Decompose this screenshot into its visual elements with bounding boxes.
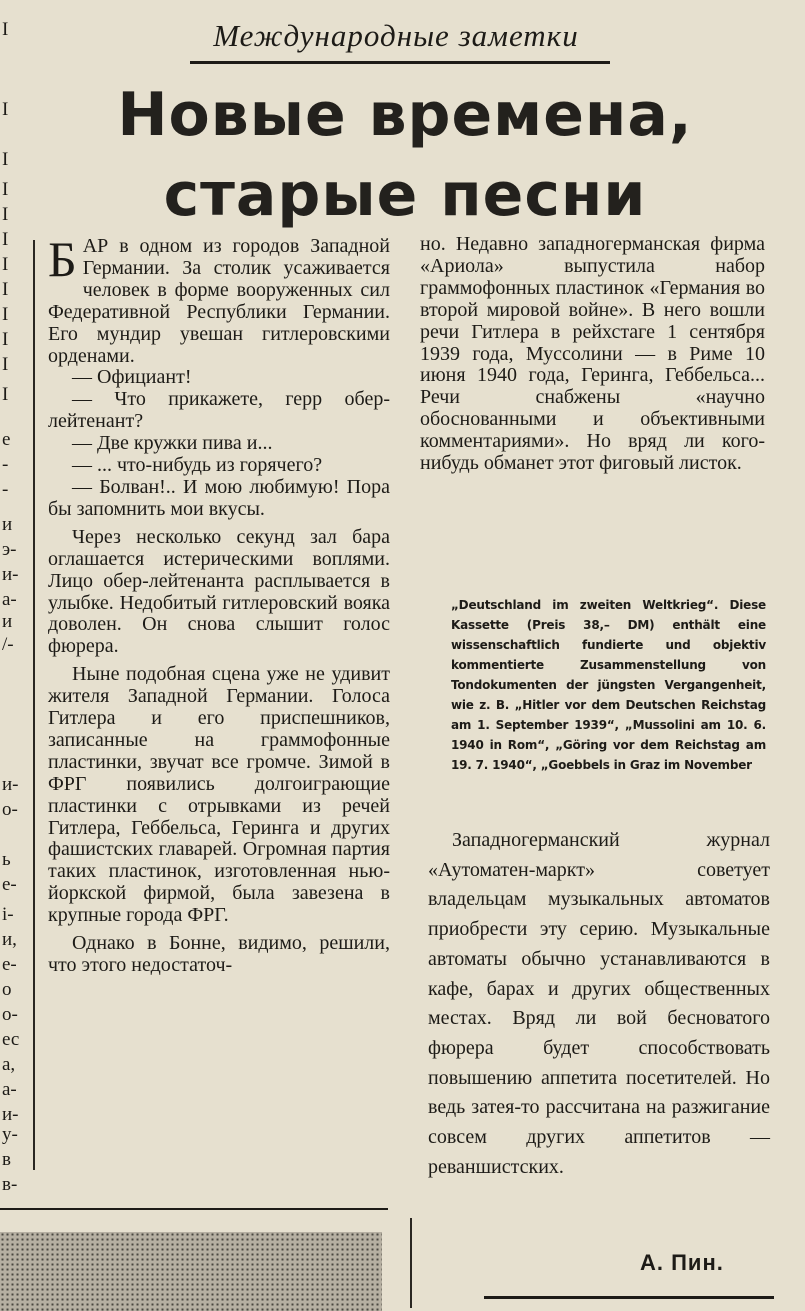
article-column-1 [48,231,390,977]
fragment: I [2,204,9,225]
paragraph: Через несколько секунд зал бара оглашается истерическими воплями. Лицо обер-лейтенанта расплывается в улыбке. Недобитый гитлеровский вояка доволен. Он снова слышит голос фюрера. [48,525,390,658]
halftone-image-fragment [0,1232,382,1311]
fragment: о- [2,1004,18,1025]
article-column-3 [428,826,770,1182]
drop-cap: Б [48,231,77,287]
article-column-2 [420,234,765,475]
paragraph: Однако в Бонне, видимо, решили, что этого недостаточ- [48,932,390,976]
headline-line-1: Новые времена, [117,80,693,150]
fragment: у- [2,1124,18,1145]
fragment: і- [2,904,14,925]
fragment: о- [2,799,18,820]
fragment: I [2,19,9,40]
fragment: I [2,279,9,300]
fragment: э- [2,539,17,560]
fragment: а, [2,1054,16,1075]
fragment: а- [2,589,17,610]
fragment: а- [2,1079,17,1100]
dialogue-line: — Официант! [72,366,192,389]
fragment: и [2,611,13,632]
paragraph: но. Недавно западногерманская фирма «Ариола» выпустила набор граммофонных пластинок «Германия во второй мировой войне». В него вошли речи Гитлера в рейхстаге 1 сентября 1939 года, Муссолини — в Риме 10 июня 1940 года, Геринга, Геббельса... Речи снабжены «научно обоснованными и объективными комментариями». Но вряд ли кого-нибудь обманет этот фиговый листок. [420,233,765,475]
dialogue-line: — Болван!.. И мою любимую! Пора бы запомнить мои вкусы. [48,475,390,520]
fragment: в [2,1149,11,1170]
section-divider [0,1208,388,1210]
fragment: ь [2,849,11,870]
paragraph: БАР в одном из городов Западной Германии. За столик усаживается человек в форме вооруженных сил Федеративной Республики Германии. Его мундир увешан гитлеровскими орденами. [48,231,390,367]
fragment: I [2,304,9,325]
fragment: /- [2,634,14,655]
fragment: - [2,479,9,500]
adjacent-column-fragments [0,0,30,1195]
fragment: e [2,429,11,450]
fragment: I [2,329,9,350]
german-quote: „Deutschland im zweiten Weltkrieg“. Diese Kassette (Preis 38,– DM) enthält eine wissenschaftlich fundierte und objektiv kommentierte Zusammenstellung von Tondokumenten der jüngsten Vergangenheit, wie z. B. „Hitler vor dem Deutschen Reichstag am 1. September 1939“, „Mussolini am 10. 6. 1940 in Rom“, „Göring vor dem Reichstag am 19. 7. 1940“, „Goebbels in Graz im November [451,598,766,772]
fragment: I [2,254,9,275]
end-rule [484,1296,774,1299]
fragment: е- [2,874,17,895]
fragment: е- [2,954,17,975]
fragment: и [2,514,13,535]
headline-line-2: старые песни [163,160,647,230]
paragraph: Западногерманский журнал «Аутоматен-маркт» советует владельцам музыкальных автоматов приобрести эту серию. Музыкальные автоматы обычно устанавливаются в кафе, барах и других общественных местах. Вряд ли вой бесноватого фюрера будет способствовать повышению аппетита посетителей. Но ведь затея-то рассчитана на разжигание совсем других аппетитов — реваншистских. [428,829,770,1178]
fragment: ес [2,1029,20,1050]
author-signature: А. Пин. [640,1250,724,1275]
fragment: о [2,979,12,1000]
fragment: I [2,99,9,120]
fragment: в- [2,1174,18,1195]
rubric-title: Международные заметки [213,18,579,53]
dialogue-line: — ... что-нибудь из горячего? [72,454,323,477]
dialogue-line: — Что прикажете, герр обер-лейтенант? [48,388,390,433]
fragment: и, [2,929,17,950]
rubric-underline [190,61,610,64]
paragraph: Ныне подобная сцена уже не удивит жителя Западной Германии. Голоса Гитлера и его приспешников, записанные на граммофонные пластинки, звучат все громче. Зимой в ФРГ появились долгоиграющие пластинки с отрывками из речей Гитлера, Геббельса, Геринга и других фашистских главарей. Огромная партия таких пластинок, изготовленная нью-йоркской фирмой, была завезена в крупные города ФРГ. [48,663,390,927]
fragment: - [2,454,9,475]
bottom-column-rule [410,1218,412,1308]
fragment: I [2,354,9,375]
fragment: и- [2,564,19,585]
fragment: I [2,179,9,200]
fragment: и- [2,1104,19,1125]
fragment: I [2,229,9,250]
fragment: I [2,149,9,170]
fragment: I [2,384,9,405]
dialogue-line: — Две кружки пива и... [72,432,273,455]
fragment: и- [2,774,19,795]
left-column-rule [33,240,35,1170]
